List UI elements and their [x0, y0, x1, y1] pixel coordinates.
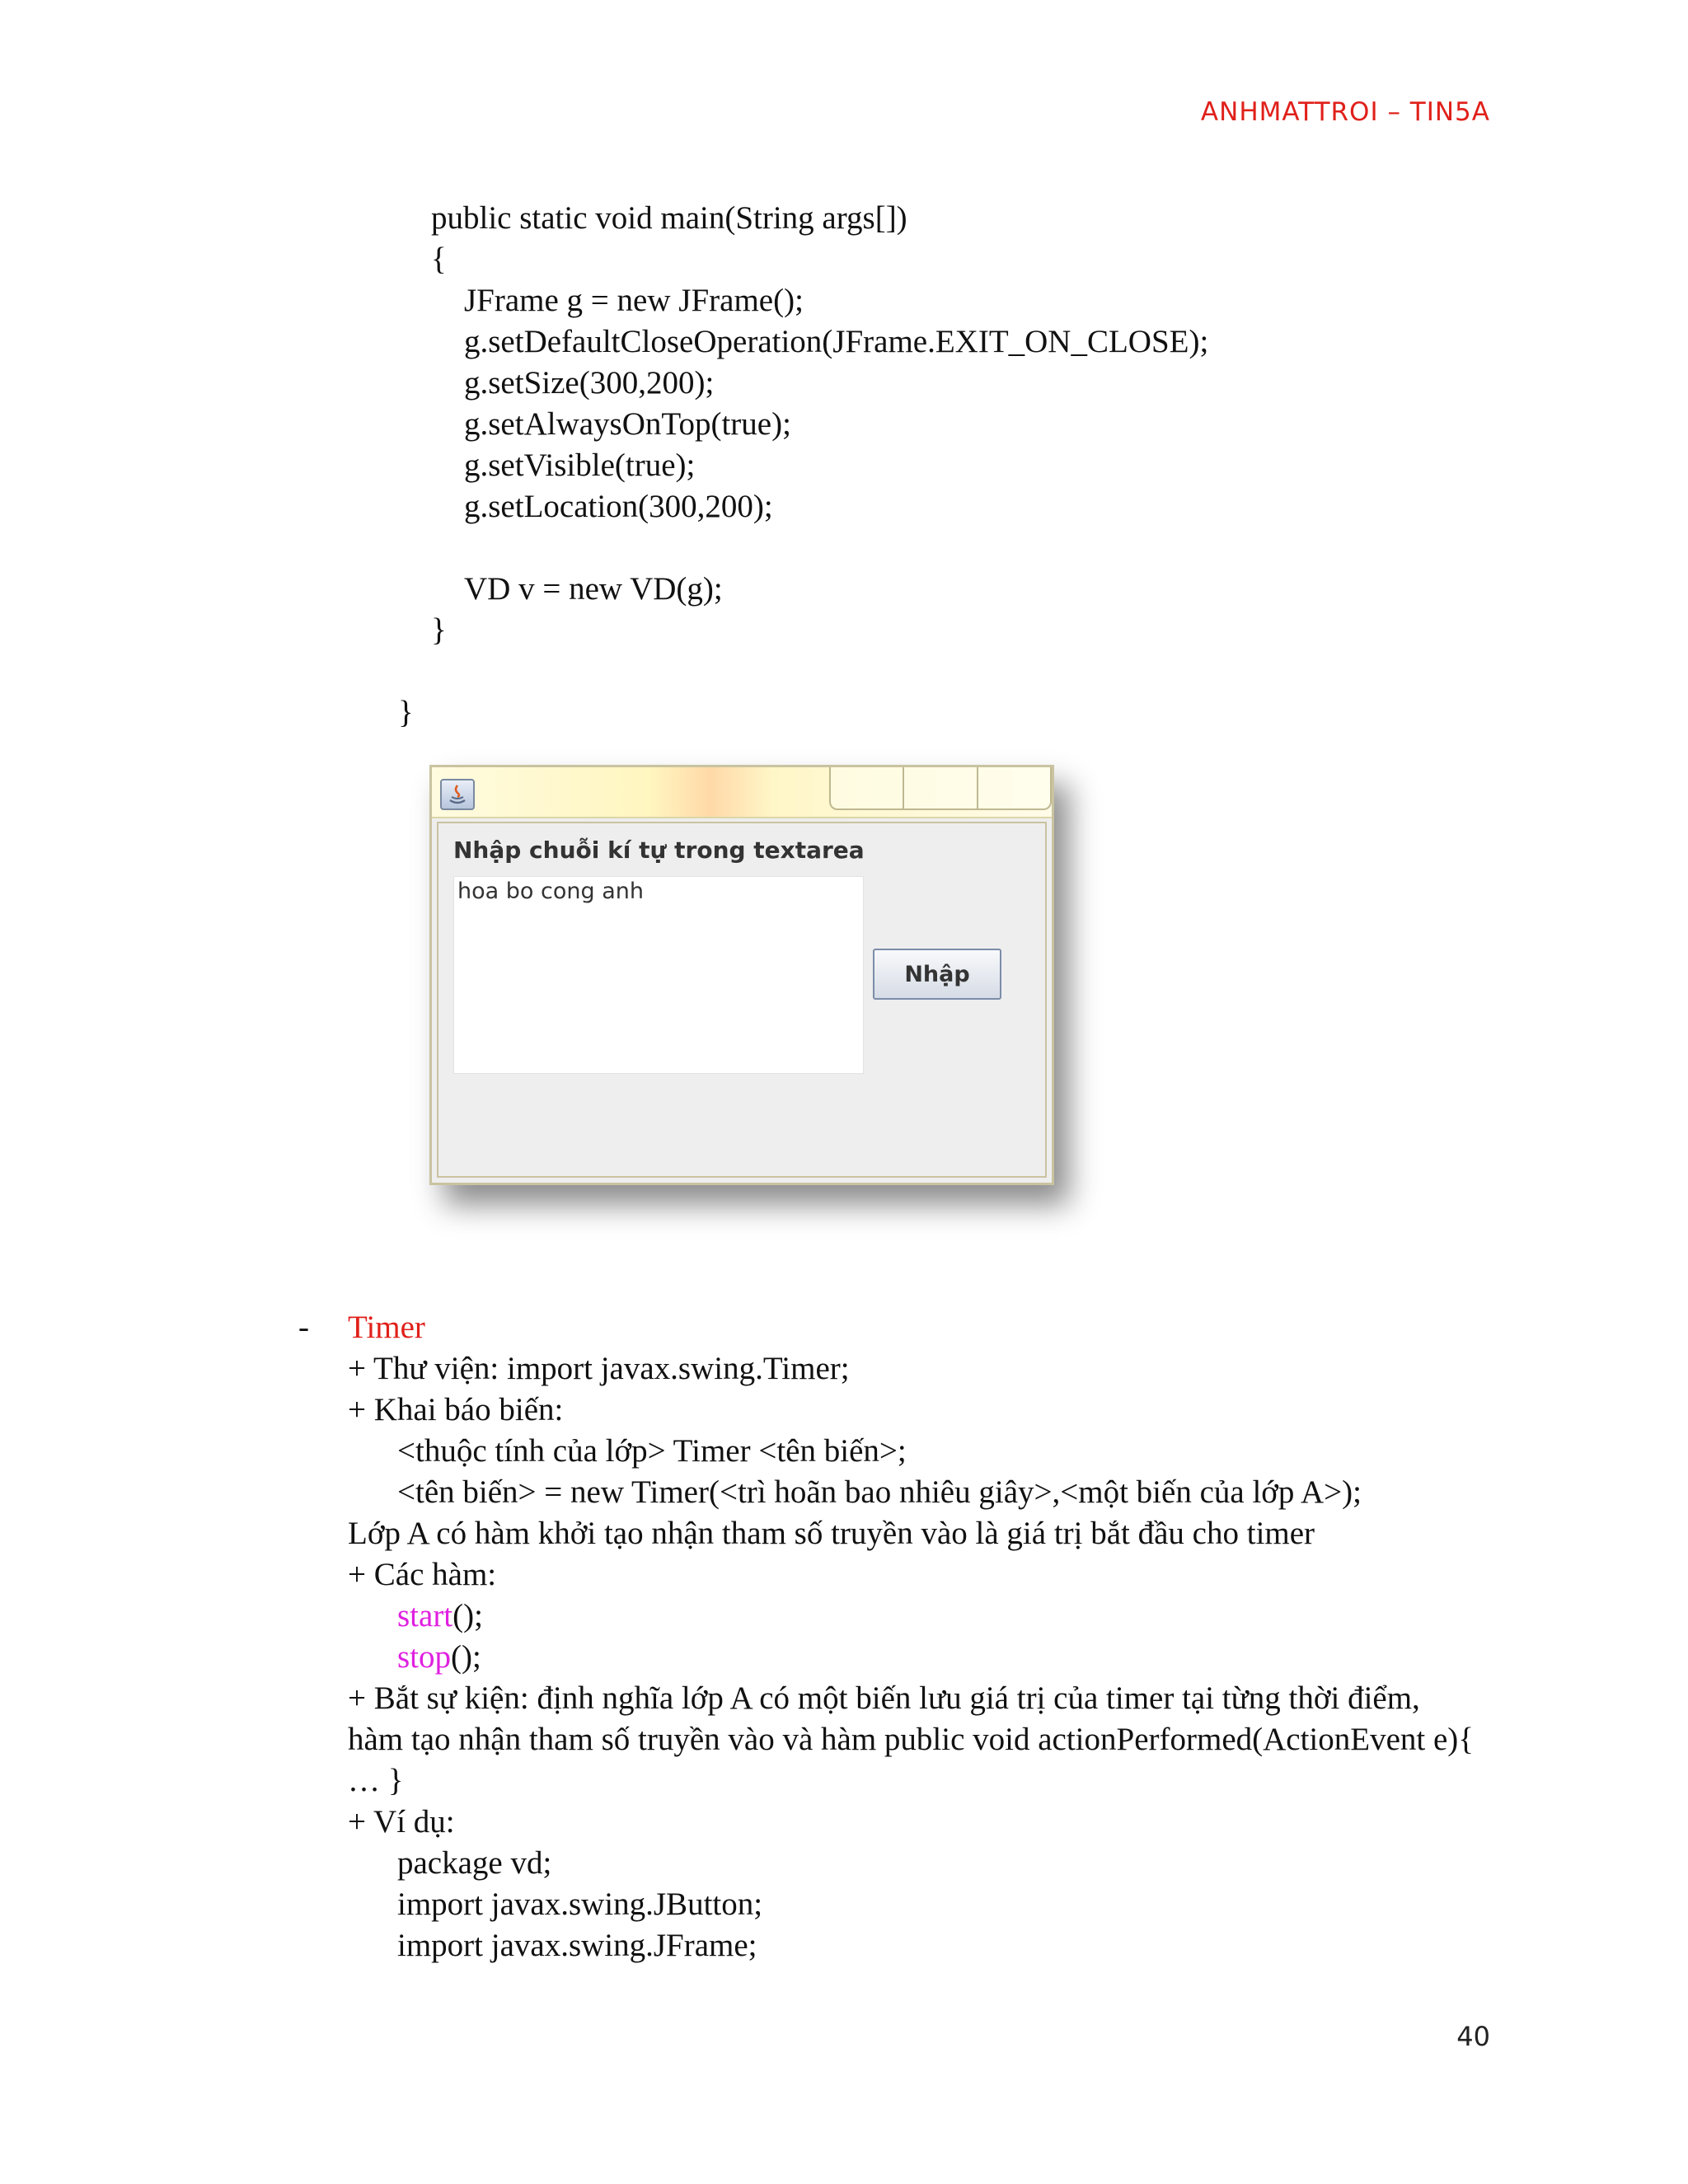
running-header: ANHMATTROI – TIN5A — [1200, 97, 1490, 127]
timer-declare: + Khai báo biến: — [348, 1392, 564, 1427]
example-code-import-jframe: import javax.swing.JFrame; — [397, 1928, 757, 1963]
timer-functions: + Các hàm: — [348, 1557, 497, 1592]
code-line-main-signature: public static void main(String args[]) — [431, 200, 907, 236]
maximize-button[interactable] — [904, 767, 978, 808]
code-line-set-size: g.setSize(300,200); — [464, 365, 715, 401]
java-app-icon — [440, 779, 475, 810]
timer-declare-line-1: <thuộc tính của lớp> Timer <tên biến>; — [397, 1433, 907, 1469]
close-button[interactable] — [978, 767, 1050, 808]
code-line-jframe: JFrame g = new JFrame(); — [464, 283, 804, 318]
code-line-set-location: g.setLocation(300,200); — [464, 489, 773, 524]
timer-heading: Timer — [348, 1310, 425, 1345]
timer-event-line-1: + Bắt sự kiện: định nghĩa lớp A có một biến lưu giá trị của timer tại từng thời điểm, — [348, 1680, 1420, 1716]
textarea-label: Nhập chuỗi kí tự trong textarea — [453, 837, 865, 864]
nhap-button[interactable]: Nhập — [873, 949, 1001, 1000]
code-line-always-on-top: g.setAlwaysOnTop(true); — [464, 406, 791, 442]
start-function-name: start — [397, 1598, 453, 1633]
timer-library: + Thư viện: import javax.swing.Timer; — [348, 1351, 850, 1386]
code-line-new-vd: VD v = new VD(g); — [464, 571, 723, 607]
timer-declare-line-2: <tên biến> = new Timer(<trì hoãn bao nhiêu giây>,<một biến của lớp A>); — [397, 1474, 1362, 1510]
timer-stop-line — [397, 1637, 481, 1678]
page-number: 40 — [1456, 2021, 1490, 2052]
timer-example: + Ví dụ: — [348, 1804, 455, 1840]
frame-titlebar — [432, 767, 1052, 818]
code-line-set-visible: g.setVisible(true); — [464, 448, 696, 483]
timer-event-line-3: … } — [348, 1763, 404, 1798]
stop-function-suffix: (); — [451, 1639, 481, 1675]
code-line-close-brace-method: } — [431, 612, 447, 648]
frame-content-pane — [437, 822, 1047, 1178]
code-line-close-brace-class: } — [398, 695, 414, 730]
timer-event-line-2: hàm tạo nhận tham số truyền vào và hàm public void actionPerformed(ActionEvent e){ — [348, 1722, 1474, 1757]
code-line-open-brace: { — [431, 241, 447, 277]
timer-start-line — [397, 1596, 483, 1637]
swing-frame-screenshot — [429, 765, 1054, 1185]
timer-class-a: Lớp A có hàm khởi tạo nhận tham số truyền vào là giá trị bắt đầu cho timer — [348, 1516, 1315, 1551]
text-area-value: hoa bo cong anh — [457, 879, 644, 904]
example-code-import-jbutton: import javax.swing.JButton; — [397, 1886, 763, 1922]
start-function-suffix: (); — [452, 1598, 483, 1633]
minimize-button[interactable] — [831, 767, 904, 808]
window-controls — [829, 767, 1052, 810]
text-area[interactable] — [453, 876, 864, 1074]
example-code-package: package vd; — [397, 1845, 552, 1881]
code-line-close-operation: g.setDefaultCloseOperation(JFrame.EXIT_ON_CLOSE); — [464, 324, 1209, 359]
stop-function-name: stop — [397, 1639, 452, 1675]
timer-bullet: - — [298, 1310, 309, 1345]
